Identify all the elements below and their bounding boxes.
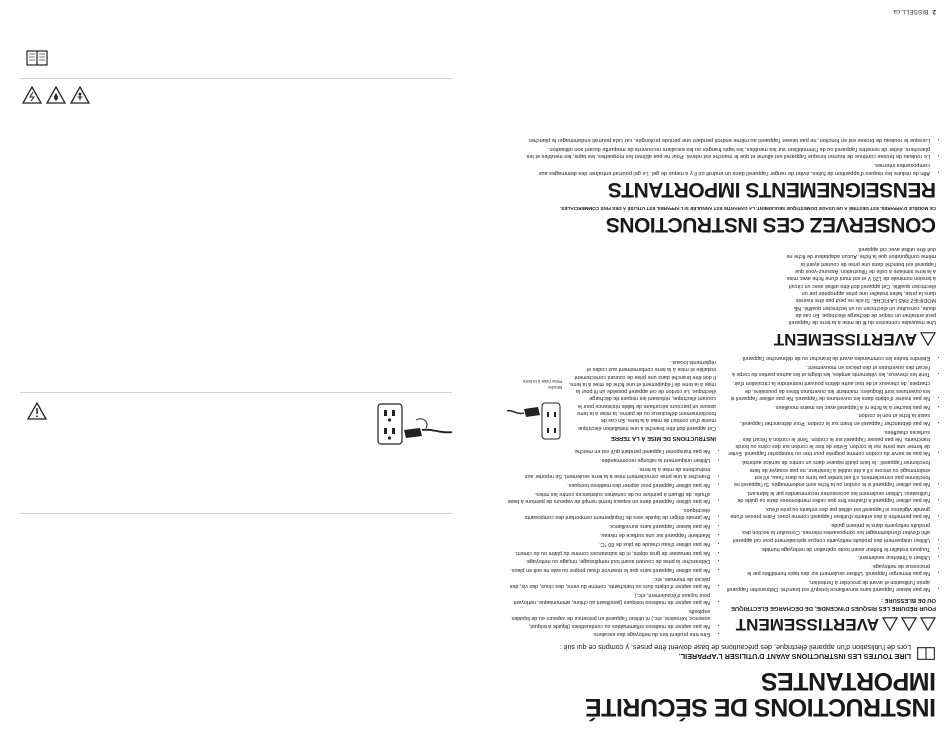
list-item: • Ne pas laisser l'appareil sans surveillance. [506,522,710,529]
list-item: • Lorsque le rouleau de brosse est en fonction, ne pas laisser l'appareil au même endroit pendant une période prolongée, car cela pourrait endommager le plancher. [506,135,930,143]
list-item: • Ne pas aspirer de matières toxiques (javellisant au chlore, ammoniaque, nettoyant pour tuyaux d'écoulement, etc.). [506,591,710,606]
list-item: • Utiliser uniquement la rallonge recommandée. [506,456,710,463]
important-info-list [506,135,936,176]
shock-warning-icon [22,86,42,104]
figure-label: Prise mise à la terre [522,378,562,384]
list-item: • Ne pas utiliser l'appareil sans que le réservoir d'eau propre ou sale ne soit en place. [506,566,710,573]
list-item: • Ne pas toucher à la fiche ni à l'appareil avec les mains mouillées. [726,402,930,409]
list-item: • Ne pas aspirer de matières inflammables ou combustibles (liquide à briquet, essence, kérosène, etc.) ni utiliser l'appareil en présence de vapeurs ou de liquides explosifs. [506,607,710,629]
grounding-text: Cet appareil doit être branché à une installation électrique munie d'un contact de mise à la terre. En cas de fonctionnement défectueux ou de panne, la mise à la terre assure un parcours sécuritaire de faible résistance pour le courant électrique, réduisant les risques de décharge électrique. Le cordon de cet appareil possède un fil pour la mise à la terre de l'équipement et une fiche de mise à la terre. Il doit être branché dans une prise de courant correctement installée et mise à la terre conformément aux codes et règlements locaux. [568,358,716,431]
book-icon [916,647,936,662]
list-item: • Toujours installer le flotteur avant toute opération de nettoyage humide. [726,544,930,551]
list-item: • Ne pas se servir du cordon comme poignée pour tirer ou transporter l'appareil. Éviter de fermer une porte sur le cordon. Éviter de tirer le cordon sur des coins ou bords tranchants. Ne pas passer l'appareil sur le cordon. Tenir le cordon à l'écart des surfaces chauffées. [726,427,930,456]
warning-label: AVERTISSEMENT [735,615,879,635]
list-item: • Tenir les cheveux, les vêtements amples, les doigts et les autres parties du corps à l'écart des ouvertures et des pièces en mouvement. [726,363,930,378]
list-item: • Maintenir l'appareil sur une surface de niveau. [506,531,710,538]
list-item: • Ne pas ramasser de gros objets, ni de substances comme du plâtre ou du ciment. [506,548,710,555]
warning-icon [882,617,898,631]
warning-heading [726,327,936,350]
list-item: • Ne pas débrancher l'appareil en tirant sur le cordon. Pour débrancher l'appareil, saisir la fiche et non le cordon. [726,411,930,426]
warning-columns [506,245,936,638]
footer-site: BISSELL.ca [893,8,929,15]
list-item: • Débrancher la prise de courant avant tout remplissage, rinçage ou nettoyage. [506,557,710,564]
important-info-title: RENSEIGNEMENTS IMPORTANTS [608,177,936,201]
list-item: • Ne pas utiliser l'appareil pour aspirer des matières toxiques. [506,481,710,488]
fire-warning-icon [46,86,66,104]
list-item: • Ne pas utiliser l'appareil si le cordon ou la fiche sont endommagés. Si l'appareil ne fonctionne pas correctement, s'il est tombé par terre ou dans l'eau, s'il est endommagé ou encore s'il a été oublié à l'extérieur, ne pas essayer de faire fonctionner l'appareil : le faire plutôt réparer dans un centre de service autorisé. [726,458,930,487]
grounding-instructions [506,358,716,442]
warning-heading [726,613,936,636]
list-item: • Ne pas insérer d'objets dans les ouvertures de l'appareil. Ne pas utiliser l'appareil si les ouvertures sont bloquées; maintenir les ouvertures libres de poussière, de charpies, de cheveux et de tout autre débris pouvant restreindre la circulation d'air. [726,379,930,401]
warning-label: AVERTISSEMENT [773,330,917,350]
list-item: • Brancher à une prise correctement mise à la terre seulement. Se reporter aux instructions de mise à la terre. [506,465,710,480]
warning-column-left [726,245,936,638]
warning-icons-row [22,86,90,104]
grounding-section [726,245,936,325]
read-heading: LIRE TOUTES LES INSTRUCTIONS AVANT D'UTILISER L'APPAREIL. [678,652,911,662]
page-title: INSTRUCTIONS DE SÉCURITÉ IMPORTANTES [585,666,936,721]
warning-icon [901,617,917,631]
injury-warning-icon [70,86,90,104]
list-item: • Ne pas permettre à des enfants d'utiliser l'appareil comme jouet. Faire preuve d'une grande vigilance si l'appareil est utilisé par des enfants ou près d'eux. [726,505,930,520]
list-item: • Ne pas utiliser d'eau chaude de plus de 60 °C. [506,539,710,546]
list-item: • Ne pas utiliser l'appareil dans un espace fermé rempli de vapeurs de peinture à base d'huile, de diluant à peinture ou de certaines substances contre les mites. [506,490,710,505]
read-instructions-row [506,644,936,662]
book-icon [26,49,48,67]
list-item: • Ne pas transporter l'appareil pendant qu'il est en marche. [506,447,710,454]
divider [20,78,452,79]
list-item: • Éteindre toutes les commandes avant de brancher ou de débrancher l'appareil. [726,354,930,361]
household-use-note: CE MODÈLE D'APPAREIL EST DESTINÉ À UN USAGE DOMESTIQUE SEULEMENT. LA GARANTIE EST ANNULÉE SI L'APPAREIL EST UTILISÉ À DES FINS COMMERCIALES. [560,205,936,211]
list-item: • Utiliser uniquement des produits nettoyants conçus spécialement pour cet appareil afin d'éviter d'endommager les composantes internes. Consulter la section des produits nettoyants dans le présent guide. [726,521,930,543]
list-item: • Ne jamais diriger de liquide vers de l'équipement comportant des composants électriques. [506,506,710,521]
divider [20,513,452,514]
divider [20,392,452,393]
grounded-outlet-illustration [506,393,562,441]
warning-column-right [506,245,716,638]
page-footer [893,8,936,15]
list-item: • Ne pas immerger l'appareil. Utiliser seulement sur des tapis humidifiés par le processus de nettoyage. [726,562,930,577]
caution-icon [27,402,47,420]
grounded-plug-illustration [376,400,454,448]
read-text: Lors de l'utilisation d'un appareil électrique, des précautions de base doivent être prises, y compris ce qui suit : [559,643,911,653]
save-instructions-title: CONSERVEZ CES INSTRUCTIONS [606,212,936,236]
warning-icon [920,617,936,631]
grounding-heading: INSTRUCTIONS DE MISE À LA TERRE [610,435,716,442]
figure-label: Broche [548,384,562,390]
right-page [487,0,950,734]
page-number: 2 [932,8,936,15]
warning-subheading: POUR RÉDUIRE LES RISQUES D'INCENDIE, DE DÉCHARGE ÉLECTRIQUE OU DE BLESSURE : [731,597,936,611]
list-item: • Utiliser à l'intérieur seulement. [726,553,930,560]
list-item: • Ne pas utiliser l'appareil à d'autres fins que celles mentionnées dans ce guide de l'utilisateur. Utiliser seulement les accessoires recommandés par le fabricant. [726,489,930,504]
list-item: • Le rouleau de brosse continue de tourner lorsque l'appareil est allumé et que le manche est relevé. Pour ne pas abîmer les moquettes, les tapis, les meubles et les planchers, éviter de remettre l'appareil ou de l'immobiliser sur les meubles, les tapis frangés ou les escaliers recouverts de moquette durant son utilisation. [506,144,930,159]
warning-icon [920,332,936,346]
list-item: • Ne pas laisser l'appareil sans surveillance lorsqu'il est branché. Débrancher l'appareil après l'utilisation et avant de procéder à l'entretien. [726,578,930,593]
left-page [0,0,465,734]
list-item: • Ne pas aspirer d'objets durs ou tranchants, comme du verre, des clous, des vis, des pièces de monnaie, etc. [506,575,710,590]
list-item: • Afin de réduire les risques d'apparition de fuites, éviter de ranger l'appareil dans un endroit où il y a risque de gel. Le gel pourrait entraîner des dommages aux composantes internes. [506,161,930,176]
list-item: • Être très prudent lors du nettoyage des escaliers. [506,630,710,637]
grounding-text-2: Une mauvaise connexion du fil de mise à la terre de l'appareil peut entraîner un risque de décharge électrique. En cas de doute, consultez un électricien ou un technicien qualifié. NE MODIFIEZ PAS LA FICHE. Si elle ne peut pas être insérée dans la prise, faites installer une prise appropriée par un électricien qualifié. Cet appareil doit être utilisé avec un circuit à tension nominale de 120 V et est muni d'une fiche avec mise à la terre similaire à celle de l'illustration. Assurez-vous que l'appareil est branché dans une prise de courant ayant la même configuration que la fiche. Aucun adaptateur de fiche ne doit être utilisé avec cet appareil. [786,246,936,326]
